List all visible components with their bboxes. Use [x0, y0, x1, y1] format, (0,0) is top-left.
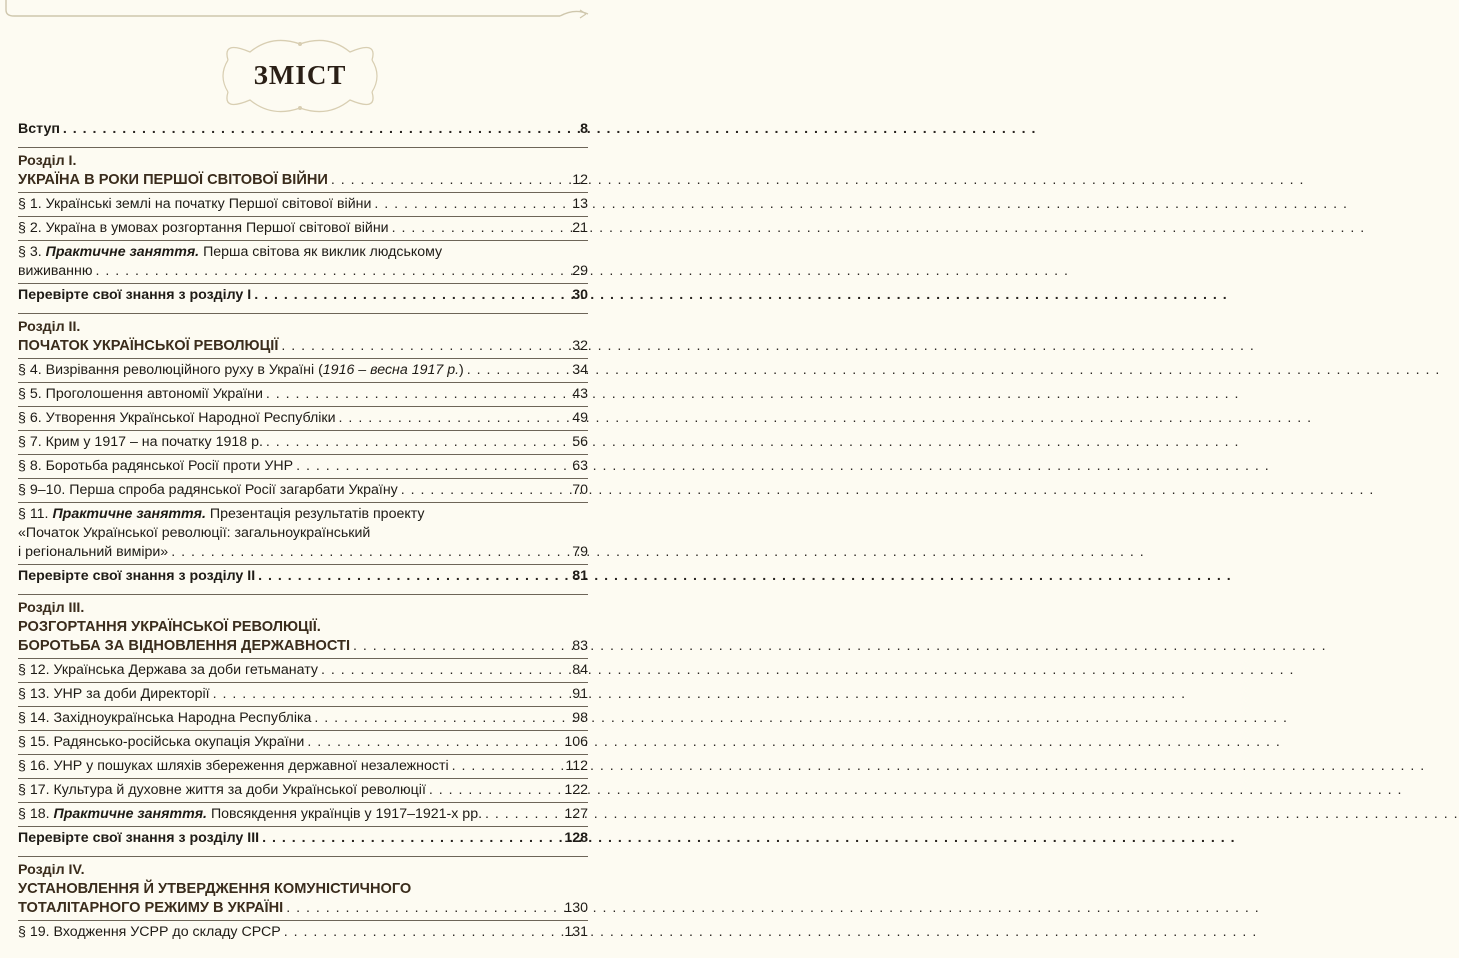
dot-leader — [262, 829, 1236, 848]
divider — [18, 802, 588, 803]
dot-leader — [353, 637, 1327, 656]
section-1 — [18, 152, 588, 305]
check-knowledge-label: Перевірте свої знання з розділу ІІІ — [18, 830, 260, 846]
toc-entry-16[interactable] — [18, 757, 588, 776]
toc-entry-11[interactable] — [18, 505, 588, 562]
section-title-line: РОЗГОРТАННЯ УКРАЇНСЬКОЇ РЕВОЛЮЦІЇ. — [18, 619, 321, 635]
entry-number: § 5. — [18, 386, 42, 402]
toc-entry-18[interactable] — [18, 805, 588, 824]
entry-text: Входження УСРР до складу СРСР — [53, 924, 281, 940]
toc-entry-5[interactable] — [18, 385, 588, 404]
entry-number: § 14. — [18, 710, 50, 726]
divider — [18, 406, 588, 407]
toc-entry-14[interactable] — [18, 709, 588, 728]
toc-intro-page: 8 — [580, 121, 588, 137]
divider — [18, 313, 588, 314]
entry-text-tail: ) — [459, 362, 464, 378]
practical-label: Практичне заняття. — [52, 506, 206, 522]
check-knowledge-label: Перевірте свої знання з розділу ІІ — [18, 568, 256, 584]
divider — [18, 358, 588, 359]
practical-label: Практичне заняття. — [45, 244, 200, 260]
entry-text: Україна в умовах розгортання Першої світової війни — [45, 220, 389, 236]
section-title: БОРОТЬБА ЗА ВІДНОВЛЕННЯ ДЕРЖАВНОСТІ — [18, 638, 351, 654]
divider — [18, 216, 588, 217]
divider — [18, 502, 588, 503]
entry-page: 30 — [572, 287, 588, 303]
divider — [18, 826, 588, 827]
entry-page: 29 — [572, 263, 588, 279]
entry-number: § 11. — [18, 506, 49, 522]
divider — [18, 147, 588, 148]
divider — [18, 564, 588, 565]
divider — [18, 658, 588, 659]
entry-page: 21 — [572, 220, 588, 236]
section-title-line: УСТАНОВЛЕННЯ Й УТВЕРДЖЕННЯ КОМУНІСТИЧНОГО — [18, 881, 412, 897]
divider — [18, 240, 588, 241]
entry-italic-dates: 1916 – весна 1917 р. — [322, 362, 460, 378]
entry-number: § 3. — [18, 244, 42, 260]
section-title: УКРАЇНА В РОКИ ПЕРШОЇ СВІТОВОЇ ВІЙНИ — [18, 172, 328, 188]
dot-leader — [331, 171, 1305, 190]
entry-text: Боротьба радянської Росії проти УНР — [45, 458, 294, 474]
section-4 — [18, 861, 588, 942]
toc-intro-entry[interactable] — [18, 120, 588, 139]
dot-leader — [452, 757, 1426, 776]
entry-page: 56 — [572, 434, 588, 450]
entry-number: § 4. — [18, 362, 42, 378]
practical-label: Практичне заняття. — [53, 806, 208, 822]
section-heading: Розділ ІІІ. — [18, 600, 85, 616]
entry-number: § 8. — [18, 458, 42, 474]
entry-page: 43 — [572, 386, 588, 402]
entry-text: Повсякдення українців у 1917–1921-х рр. — [210, 806, 483, 822]
entry-page: 122 — [564, 782, 588, 798]
entry-page: 70 — [572, 482, 588, 498]
divider — [18, 594, 588, 595]
divider — [18, 706, 588, 707]
entry-page: 128 — [564, 830, 588, 846]
entry-text: Визрівання революційного руху в Україні ( — [45, 362, 323, 378]
entry-text: Перша світова як виклик людському — [203, 244, 443, 260]
entry-number: § 19. — [18, 924, 50, 940]
divider — [18, 778, 588, 779]
divider — [18, 454, 588, 455]
entry-text: Українська Держава за доби гетьманату — [53, 662, 318, 678]
toc-entry-19[interactable] — [18, 923, 588, 942]
dot-leader — [339, 409, 1313, 428]
section-title-entry[interactable] — [18, 899, 588, 918]
section-heading: Розділ ІІ. — [18, 319, 81, 335]
divider — [18, 682, 588, 683]
toc-entry-3[interactable] — [18, 243, 588, 281]
divider — [18, 920, 588, 921]
entry-number: § 18. — [18, 806, 50, 822]
entry-text: Українські землі на початку Першої світової війни — [45, 196, 372, 212]
toc-entry-2[interactable] — [18, 219, 588, 238]
dot-leader — [266, 433, 1240, 452]
entry-number: § 1. — [18, 196, 42, 212]
entry-text: Радянсько-російська окупація України — [53, 734, 305, 750]
entry-text: Західноукраїнська Народна Республіка — [53, 710, 312, 726]
page-title: ЗМІСТ — [253, 60, 347, 90]
dot-leader — [485, 805, 1459, 824]
entry-page: 127 — [564, 806, 588, 822]
section-title-entry[interactable] — [18, 637, 588, 656]
entry-number: § 9–10. — [18, 482, 66, 498]
check-knowledge-entry[interactable] — [18, 829, 588, 848]
dot-leader — [392, 219, 1366, 238]
entry-text-line: «Початок Української революції: загальноукраїнський — [18, 525, 371, 541]
entry-page: 106 — [564, 734, 588, 750]
section-page: 83 — [572, 638, 588, 654]
dot-leader — [281, 337, 1255, 356]
toc-entry-15[interactable] — [18, 733, 588, 752]
divider — [18, 856, 588, 857]
section-page: 130 — [564, 900, 588, 916]
dot-leader — [307, 733, 1281, 752]
entry-text: Проголошення автономії України — [45, 386, 263, 402]
table-of-contents — [18, 120, 588, 942]
section-heading: Розділ І. — [18, 153, 77, 169]
divider — [18, 730, 588, 731]
entry-text: Утворення Української Народної Республіки — [45, 410, 336, 426]
entry-page: 91 — [572, 686, 588, 702]
dot-leader — [374, 195, 1348, 214]
dot-leader — [213, 685, 1187, 704]
section-page: 12 — [572, 172, 588, 188]
divider — [18, 283, 588, 284]
toc-entry-13[interactable] — [18, 685, 588, 704]
entry-page: 63 — [572, 458, 588, 474]
entry-text-continued: виживанню — [18, 263, 93, 279]
entry-text: Презентація результатів проекту — [209, 506, 425, 522]
entry-page: 84 — [572, 662, 588, 678]
dot-leader — [284, 923, 1258, 942]
toc-entry-8[interactable] — [18, 457, 588, 476]
entry-page: 13 — [572, 196, 588, 212]
dot-leader — [314, 709, 1288, 728]
toc-entry-6[interactable] — [18, 409, 588, 428]
check-knowledge-entry[interactable] — [18, 286, 588, 305]
dot-leader — [258, 567, 1232, 586]
section-page: 32 — [572, 338, 588, 354]
section-2 — [18, 318, 588, 586]
entry-number: § 16. — [18, 758, 50, 774]
divider — [18, 430, 588, 431]
section-heading: Розділ IV. — [18, 862, 85, 878]
entry-page: 98 — [572, 710, 588, 726]
dot-leader — [171, 543, 1145, 562]
toc-entry-7[interactable] — [18, 433, 588, 452]
entry-number: § 6. — [18, 410, 42, 426]
entry-number: § 15. — [18, 734, 50, 750]
entry-text: УНР у пошуках шляхів збереження державної незалежності — [53, 758, 449, 774]
entry-number: § 2. — [18, 220, 42, 236]
divider — [18, 192, 588, 193]
dot-leader — [296, 457, 1270, 476]
dot-leader — [254, 286, 1228, 305]
divider — [18, 382, 588, 383]
entry-text: Культура й духовне життя за доби Української революції — [53, 782, 426, 798]
divider — [18, 478, 588, 479]
toc-entry-12[interactable] — [18, 661, 588, 680]
entry-number: § 13. — [18, 686, 50, 702]
toc-intro-label: Вступ — [18, 121, 60, 137]
dot-leader — [286, 899, 1260, 918]
section-3 — [18, 599, 588, 848]
dot-leader — [467, 361, 1441, 380]
entry-text: Крим у 1917 – на початку 1918 р. — [45, 434, 263, 450]
entry-page: 131 — [564, 924, 588, 940]
dot-leader — [401, 481, 1375, 500]
toc-entry-17[interactable] — [18, 781, 588, 800]
section-title-entry[interactable] — [18, 337, 588, 356]
entry-page: 34 — [572, 362, 588, 378]
entry-number: § 7. — [18, 434, 42, 450]
check-knowledge-label: Перевірте свої знання з розділу І — [18, 287, 252, 303]
entry-page: 112 — [565, 758, 588, 774]
divider — [18, 754, 588, 755]
entry-page: 49 — [572, 410, 588, 426]
entry-number: § 12. — [18, 662, 50, 678]
section-title: ПОЧАТОК УКРАЇНСЬКОЇ РЕВОЛЮЦІЇ — [18, 338, 279, 354]
toc-entry-4[interactable] — [18, 361, 588, 380]
entry-page: 79 — [572, 544, 588, 560]
section-title-entry[interactable] — [18, 171, 588, 190]
toc-entry-1[interactable] — [18, 195, 588, 214]
dot-leader — [266, 385, 1240, 404]
check-knowledge-entry[interactable] — [18, 567, 588, 586]
toc-entry-9-10[interactable] — [18, 481, 588, 500]
entry-page: 81 — [572, 568, 588, 584]
section-title: ТОТАЛІТАРНОГО РЕЖИМУ В УКРАЇНІ — [18, 900, 284, 916]
dot-leader — [321, 661, 1295, 680]
entry-text: УНР за доби Директорії — [53, 686, 210, 702]
entry-number: § 17. — [18, 782, 50, 798]
entry-text-continued: і регіональний виміри» — [18, 544, 169, 560]
entry-text: Перша спроба радянської Росії загарбати Україну — [69, 482, 398, 498]
